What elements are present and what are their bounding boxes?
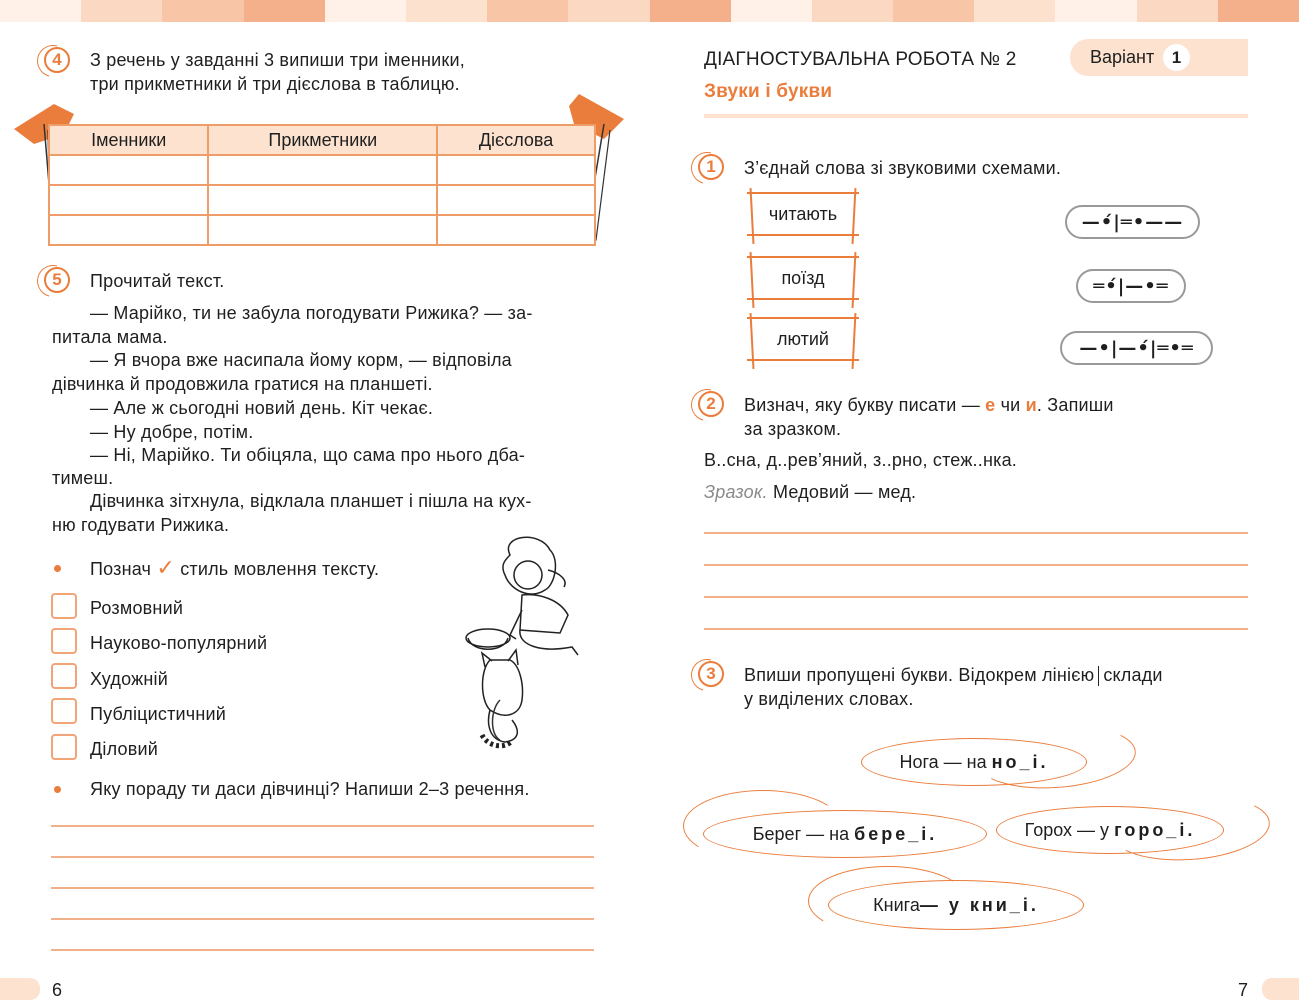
checkbox-artistic[interactable] [51,663,77,689]
word-card[interactable]: лютий [747,317,859,361]
writing-line[interactable] [51,949,594,951]
mark-style-instruction: Познач ✓ стиль мовлення тексту. [90,555,380,580]
table-cell[interactable] [49,185,208,215]
table-cell[interactable] [49,155,208,185]
decor-stripe [650,0,731,22]
decor-stripe [0,0,81,22]
worksheet-subtitle: Звуки і букви [704,81,833,102]
option-label: Діловий [90,739,158,759]
story-line: — Марійко, ти не забула погодувати Рижика? — за- [90,303,533,323]
writing-line[interactable] [704,564,1248,566]
phrase-bubble[interactable]: Берег — на бере_і. [703,810,987,858]
decor-stripe [1055,0,1136,22]
option-label: Розмовний [90,598,184,618]
table-cell[interactable] [49,215,208,245]
bullet [54,786,61,793]
writing-line[interactable] [704,596,1248,598]
title-divider [704,114,1248,118]
decor-stripe [812,0,893,22]
bubble-swoosh [1108,790,1272,865]
table-cell[interactable] [437,155,595,185]
page-tab-left [0,978,40,1000]
story-line: тимеш. [52,468,114,488]
column-nouns: Іменники [49,125,208,155]
decor-stripe [244,0,325,22]
task5-title: Прочитай текст. [90,271,225,291]
writing-line[interactable] [51,825,594,827]
option-label: Публіцистичний [90,704,227,724]
checkmark-icon: ✓ [156,555,175,580]
word-card[interactable]: читають [747,192,859,236]
decor-stripe [893,0,974,22]
decor-stripe [325,0,406,22]
task-number-3: 3 [698,661,724,687]
checkbox-journalistic[interactable] [51,698,77,724]
task-number-4: 4 [44,47,70,73]
phrase-bubble[interactable]: Книга — у кни_і. [828,880,1084,930]
story-line: питала мама. [52,327,168,347]
table-cell[interactable] [208,185,437,215]
checkbox-official[interactable] [51,734,77,760]
option-label: Художній [90,669,168,689]
decor-stripe [568,0,649,22]
decor-stripe [731,0,812,22]
task3-instruction-line2: у виділених словах. [744,689,914,709]
task-number-5: 5 [44,267,70,293]
task3-instruction-line1: Впиши пропущені букви. Відокрем лінією склади [744,665,1163,685]
task2-words: В..сна, д..рев’яний, з..рно, стеж..нка. [704,450,1017,470]
writing-line[interactable] [704,532,1248,534]
story-line: — Але ж сьогодні новий день. Кіт чекає. [90,398,434,418]
bubble-swoosh [808,866,968,936]
column-verbs: Дієслова [437,125,595,155]
decor-stripe [162,0,243,22]
task-number-1: 1 [698,154,724,180]
story-line: — Ну добре, потім. [90,422,254,442]
story-line: — Ні, Марійко. Ти обіцяла, що сама про нього дба- [90,445,526,465]
task2-instruction-line2: за зразком. [744,419,842,439]
task1-instruction: З’єднай слова зі звуковими схемами. [744,158,1062,178]
page-number-left: 6 [52,980,63,1000]
story-line: ню годувати Рижика. [52,515,230,535]
decor-stripe [81,0,162,22]
sound-scheme[interactable]: —•́|═•—— [1065,205,1200,239]
word-table-grid [48,124,596,246]
girl-and-cat-illustration [460,535,590,750]
option-label: Науково-популярний [90,633,268,653]
task2-sample: Зразок. Медовий — мед. [704,482,917,502]
top-decor-stripes [0,0,1299,22]
decor-stripe [1218,0,1299,22]
writing-line[interactable] [51,918,594,920]
checkbox-conversational[interactable] [51,593,77,619]
story-line: дівчинка й продовжила гратися на планшеті. [52,374,433,394]
decor-stripe [406,0,487,22]
bubble-swoosh [683,790,843,862]
word-table [48,120,598,244]
table-cell[interactable] [208,215,437,245]
table-cell[interactable] [208,155,437,185]
story-line: — Я вчора вже насипала йому корм, — відповіла [90,350,512,370]
phrase-bubble[interactable]: Нога — на но_і. [861,738,1087,786]
decor-stripe [974,0,1055,22]
writing-line[interactable] [51,856,594,858]
writing-line[interactable] [51,887,594,889]
sound-scheme[interactable]: ═•́|—•═ [1076,269,1186,303]
task2-instruction-line1: Визнач, яку букву писати — е чи и. Запиши [744,395,1114,415]
page-number-right: 7 [1238,980,1249,1000]
column-adjectives: Прикметники [208,125,437,155]
variant-badge: Варіант 1 [1070,39,1248,76]
decor-stripe [487,0,568,22]
decor-stripe [1137,0,1218,22]
worksheet-title: ДІАГНОСТУВАЛЬНА РОБОТА № 2 [704,49,1017,70]
sound-scheme[interactable]: —•|—•́|═•═ [1060,331,1213,365]
word-card[interactable]: поїзд [747,256,859,300]
bullet [54,565,61,572]
variant-number: 1 [1163,44,1190,71]
table-cell[interactable] [437,185,595,215]
phrase-bubble[interactable]: Горох — у горо_і. [996,806,1224,854]
task4-line2: три прикметники й три дієслова в таблицю. [90,74,460,94]
table-cell[interactable] [437,215,595,245]
writing-line[interactable] [704,628,1248,630]
checkbox-scientific[interactable] [51,628,77,654]
story-line: Дівчинка зітхнула, відклала планшет і пішла на кух- [90,491,532,511]
task-number-2: 2 [698,391,724,417]
advice-instruction: Яку пораду ти даси дівчинці? Напиши 2–3 речення. [90,779,530,799]
task4-line1: З речень у завданні 3 випиши три іменники, [90,50,465,70]
page-tab-right [1262,978,1299,1000]
